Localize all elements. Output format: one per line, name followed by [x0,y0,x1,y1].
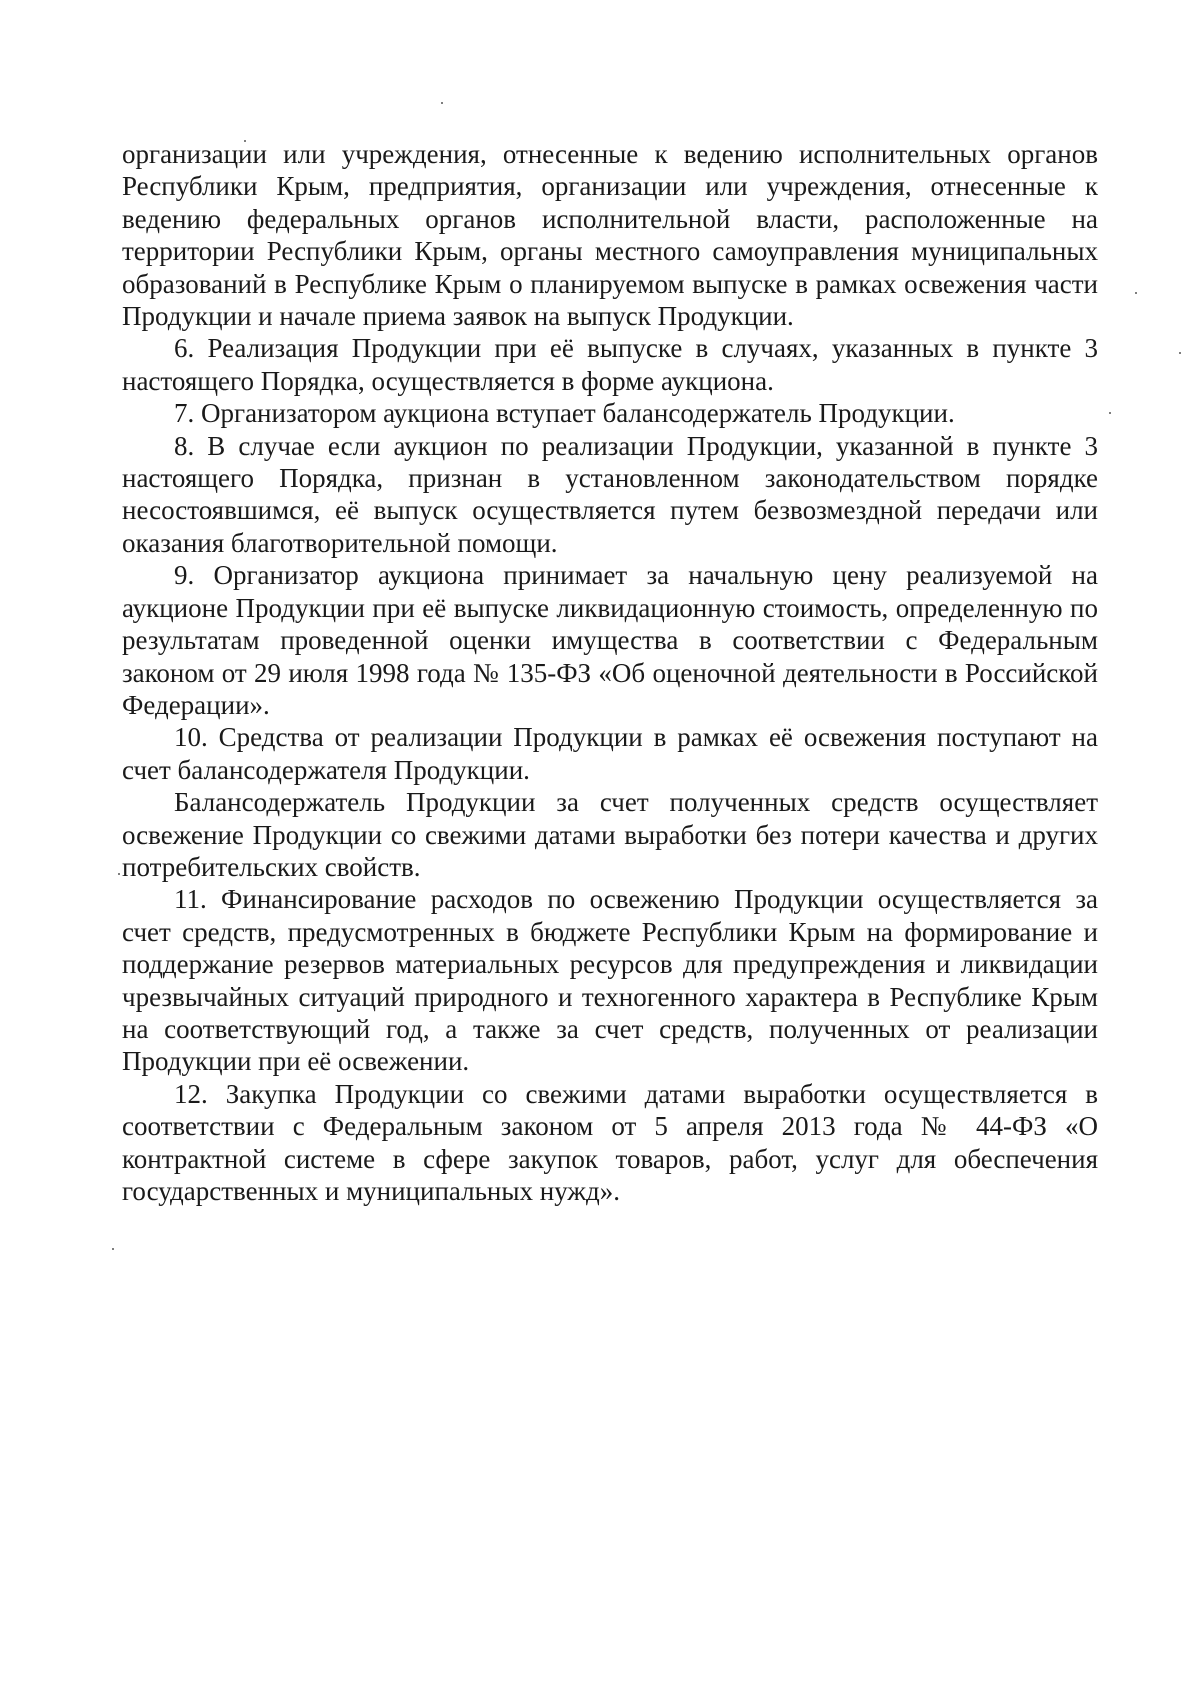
scan-speck [1109,412,1111,414]
paragraph-item-7: 7. Организатором аукциона вступает балансодержатель Продукции. [174,398,955,429]
scan-speck [1179,352,1181,354]
paragraph-continuation: организации или учреждения, отнесенные к ведению исполнительных органов Республики Крым, предприятия, организации или учреждения, отнесенные к ведению федеральных органов исполнительной власти, расположенные на территории Республики Крым, органы местного самоуправления муниципальных образований в Республике Крым о планируемом выпуске в рамках освежения части Продукции и начале приема заявок на выпуск Продукции. [122,139,1098,332]
scan-speck [441,102,443,104]
paragraph-item-8: 8. В случае если аукцион по реализации Продукции, указанной в пункте 3 настоящего Порядка, признан в установленном законодательством порядке несостоявшимся, её выпуск осуществляется путем безвозмездной передачи или оказания благотворительной помощи. [122,430,1098,558]
paragraph-item-10: 10. Средства от реализации Продукции в рамках её освежения поступают на счет балансодержателя Продукции. [122,722,1098,785]
paragraph-item-12: 12. Закупка Продукции со свежими датами выработки осуществляется в соответствии с Федеральным законом от 5 апреля 2013 года № 44-ФЗ «О контрактной системе в сфере закупок товаров, работ, услуг для обеспечения государственных и муниципальных нужд». [122,1078,1098,1206]
paragraph-item-11: 11. Финансирование расходов по освежению Продукции осуществляется за счет средств, предусмотренных в бюджете Республики Крым на формирование и поддержание резервов материальных ресурсов для предупреждения и ликвидации чрезвычайных ситуаций природного и техногенного характера в Республике Крым на соответствующий год, а также за счет средств, полученных от реализации Продукции при её освежении. [122,884,1098,1077]
scan-speck [1135,292,1137,294]
paragraph-item-6: 6. Реализация Продукции при её выпуске в случаях, указанных в пункте 3 настоящего Порядка, осуществляется в форме аукциона. [122,333,1098,396]
scan-speck [112,1248,114,1250]
paragraph-item-10-continued: Балансодержатель Продукции за счет полученных средств осуществляет освежение Продукции со свежими датами выработки без потери качества и других потребительских свойств. [122,787,1098,882]
paragraph-item-9: 9. Организатор аукциона принимает за начальную цену реализуемой на аукционе Продукции при её выпуске ликвидационную стоимость, определенную по результатам проведенной оценки имущества в соответствии с Федеральным законом от 29 июля 1998 года № 135-ФЗ «Об оценочной деятельности в Российской Федерации». [122,560,1098,720]
scan-speck [118,873,120,875]
document-body [122,138,1098,1207]
